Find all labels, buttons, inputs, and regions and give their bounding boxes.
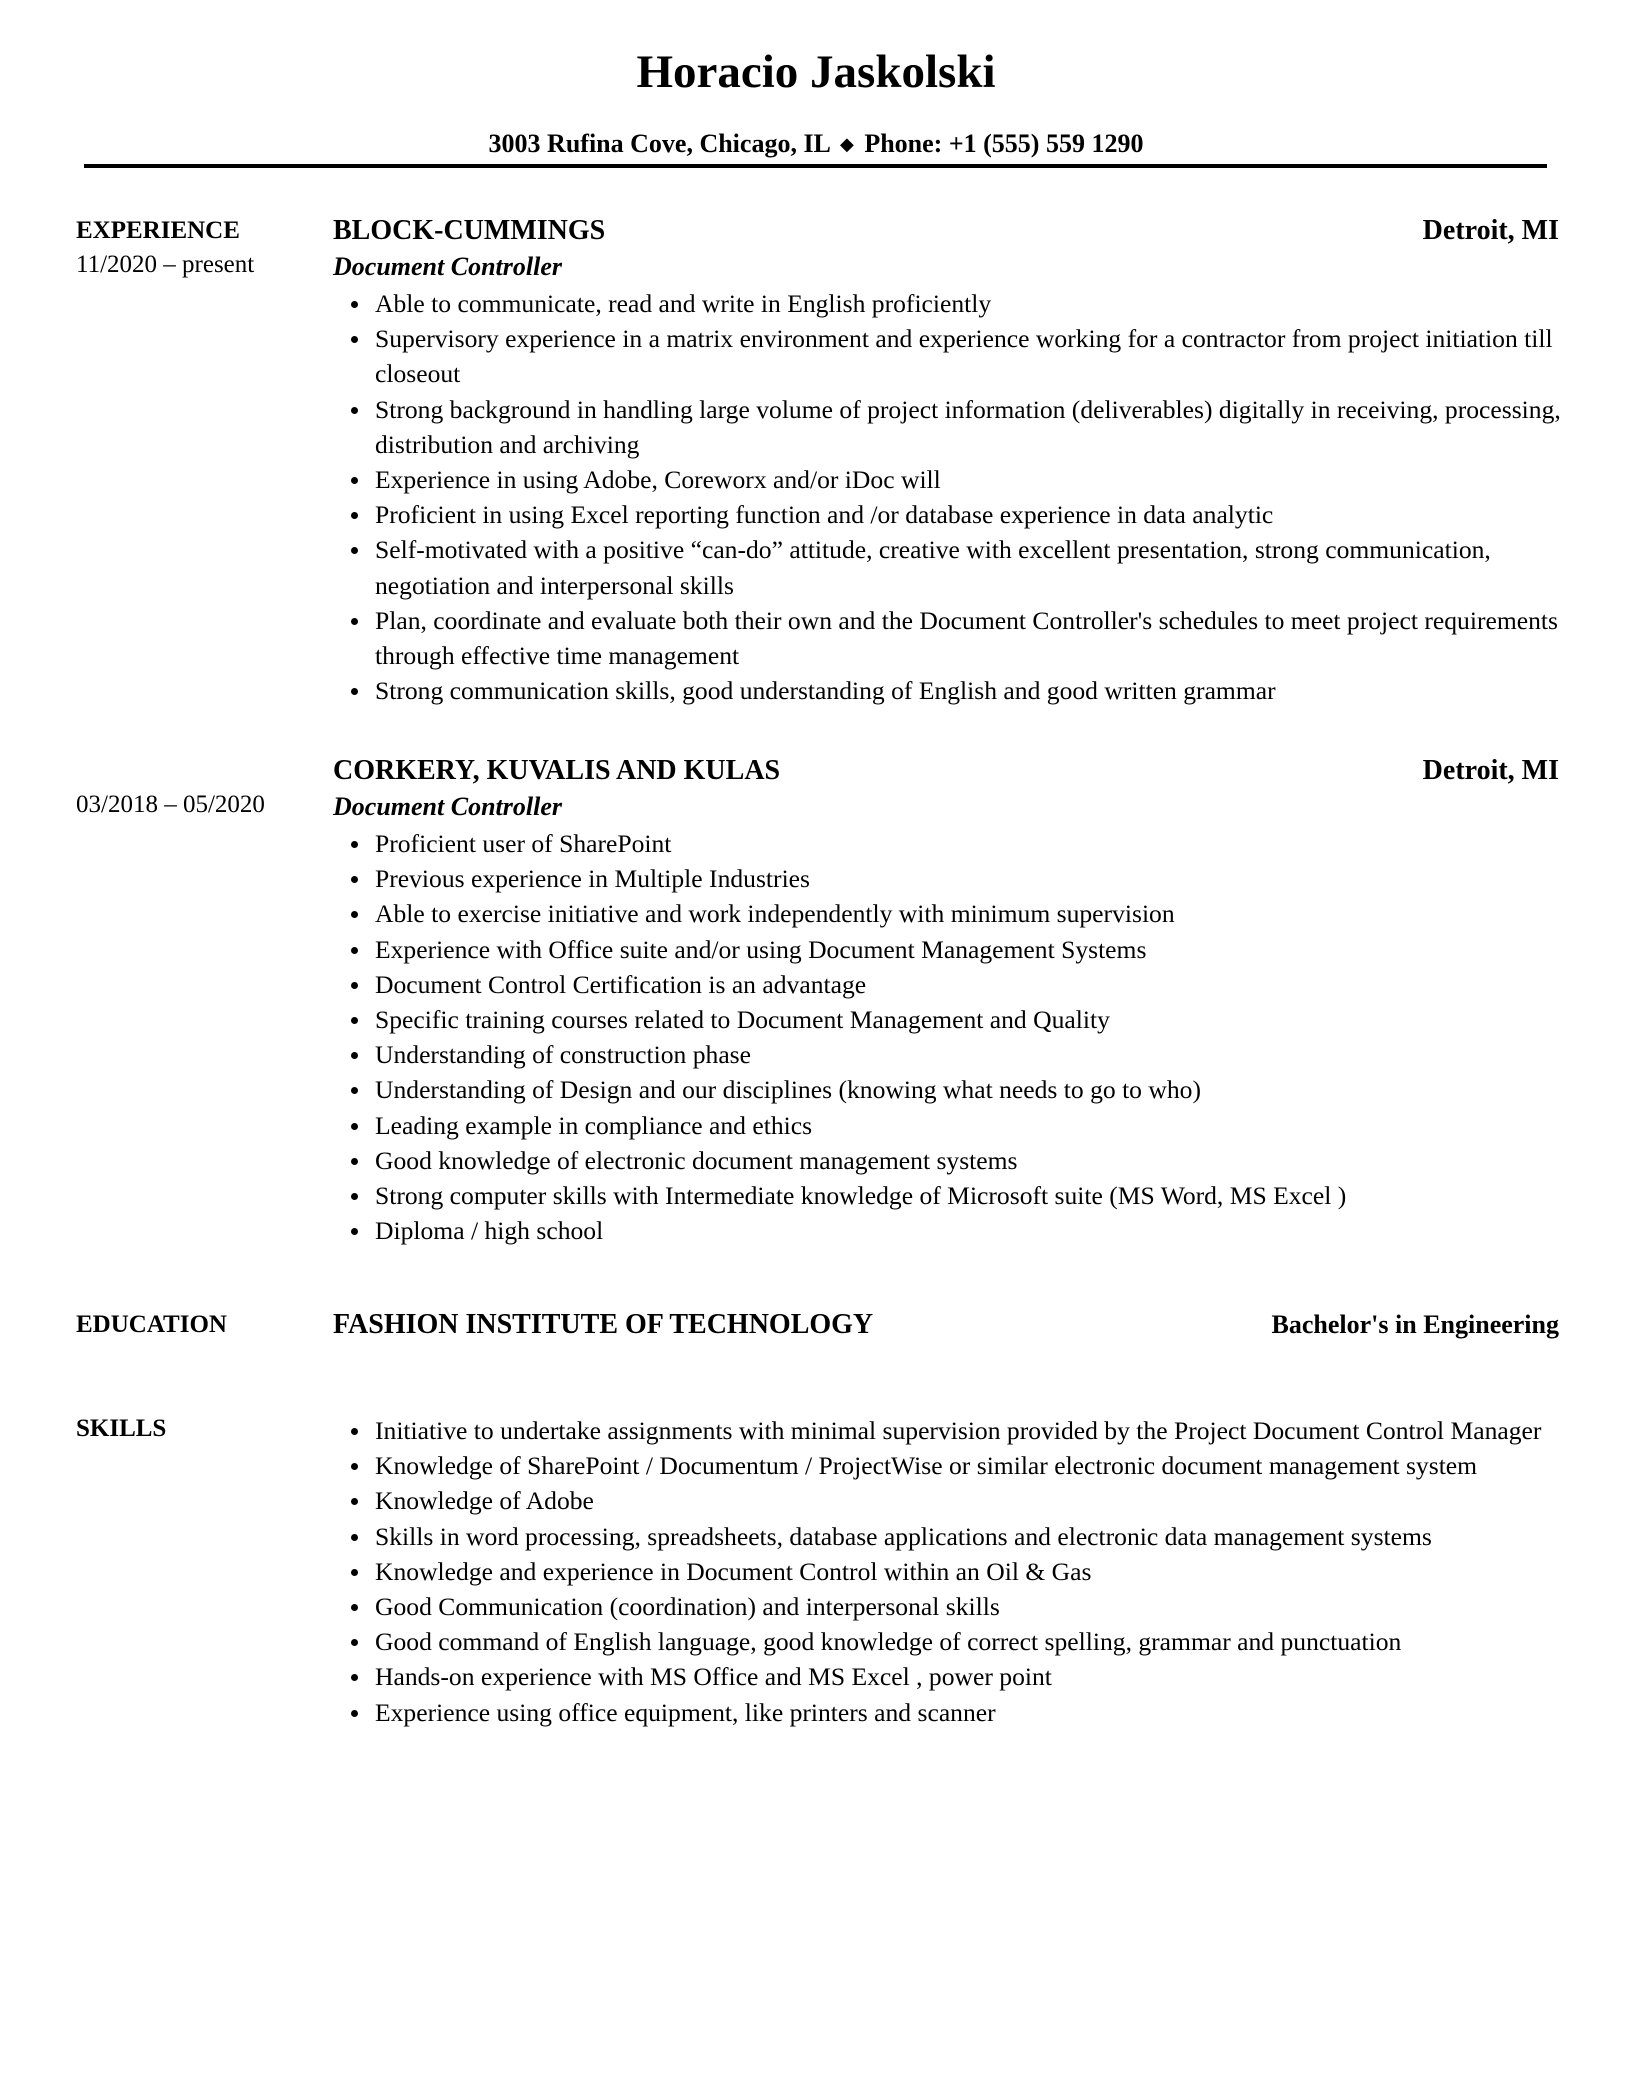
list-item: Experience using office equipment, like printers and scanner — [333, 1695, 1563, 1730]
list-item: Proficient in using Excel reporting function and /or database experience in data analytic — [333, 497, 1563, 532]
company-name: BLOCK-CUMMINGS — [333, 215, 606, 246]
list-item: Understanding of construction phase — [333, 1037, 1563, 1072]
list-item: Plan, coordinate and evaluate both their own and the Document Controller's schedules to meet project requirements through effective time management — [333, 603, 1563, 673]
job-dates: 11/2020 – present — [76, 251, 255, 278]
company-name: CORKERY, KUVALIS AND KULAS — [333, 755, 781, 786]
list-item: Proficient user of SharePoint — [333, 826, 1563, 861]
list-item: Supervisory experience in a matrix environment and experience working for a contractor from project initiation till closeout — [333, 321, 1563, 391]
list-item: Experience with Office suite and/or using Document Management Systems — [333, 932, 1563, 967]
list-item: Previous experience in Multiple Industries — [333, 861, 1563, 896]
list-item: Knowledge of Adobe — [333, 1483, 1563, 1518]
job-header — [333, 752, 1559, 790]
job-title: Document Controller — [333, 792, 562, 821]
list-item: Self-motivated with a positive “can-do” attitude, creative with excellent presentation, strong communication, negotiation and interpersonal skills — [333, 532, 1563, 602]
list-item: Knowledge and experience in Document Control within an Oil & Gas — [333, 1554, 1563, 1589]
diamond-separator-icon: ◆ — [839, 134, 854, 154]
list-item: Specific training courses related to Document Management and Quality — [333, 1002, 1563, 1037]
list-item: Able to communicate, read and write in English proficiently — [333, 286, 1563, 321]
list-item: Able to exercise initiative and work independently with minimum supervision — [333, 896, 1563, 931]
list-item: Leading example in compliance and ethics — [333, 1108, 1563, 1143]
list-item: Skills in word processing, spreadsheets, database applications and electronic data management systems — [333, 1519, 1563, 1554]
contact-line — [0, 124, 1632, 164]
education-heading: EDUCATION — [76, 1311, 227, 1338]
job-bullets — [333, 286, 1563, 708]
header-divider — [84, 164, 1547, 168]
skills-list — [333, 1413, 1563, 1730]
list-item: Understanding of Design and our disciplines (knowing what needs to go to who) — [333, 1072, 1563, 1107]
job-dates: 03/2018 – 05/2020 — [76, 791, 265, 818]
list-item: Experience in using Adobe, Coreworx and/or iDoc will — [333, 462, 1563, 497]
list-item: Initiative to undertake assignments with minimal supervision provided by the Project Document Control Manager — [333, 1413, 1563, 1448]
address: 3003 Rufina Cove, Chicago, IL — [488, 129, 830, 158]
list-item: Good knowledge of electronic document management systems — [333, 1143, 1563, 1178]
phone: Phone: +1 (555) 559 1290 — [864, 129, 1144, 158]
experience-heading: EXPERIENCE — [76, 217, 240, 244]
skills-heading: SKILLS — [76, 1415, 167, 1442]
list-item: Strong communication skills, good understanding of English and good written grammar — [333, 673, 1563, 708]
list-item: Strong computer skills with Intermediate knowledge of Microsoft suite (MS Word, MS Excel ) — [333, 1178, 1563, 1213]
list-item: Diploma / high school — [333, 1213, 1563, 1248]
job-header — [333, 212, 1559, 250]
job-location: Detroit, MI — [1422, 215, 1559, 246]
list-item: Knowledge of SharePoint / Documentum / ProjectWise or similar electronic document management system — [333, 1448, 1563, 1483]
school-name: FASHION INSTITUTE OF TECHNOLOGY — [333, 1309, 874, 1340]
candidate-name: Horacio Jaskolski — [636, 46, 996, 98]
job-bullets — [333, 826, 1563, 1248]
degree: Bachelor's in Engineering — [1271, 1310, 1559, 1339]
list-item: Hands-on experience with MS Office and MS Excel , power point — [333, 1659, 1563, 1694]
job-title: Document Controller — [333, 252, 562, 281]
list-item: Document Control Certification is an advantage — [333, 967, 1563, 1002]
job-location: Detroit, MI — [1422, 755, 1559, 786]
list-item: Strong background in handling large volume of project information (deliverables) digitally in receiving, processing, distribution and archiving — [333, 392, 1563, 462]
list-item: Good command of English language, good knowledge of correct spelling, grammar and punctuation — [333, 1624, 1563, 1659]
list-item: Good Communication (coordination) and interpersonal skills — [333, 1589, 1563, 1624]
education-entry — [333, 1306, 1559, 1344]
